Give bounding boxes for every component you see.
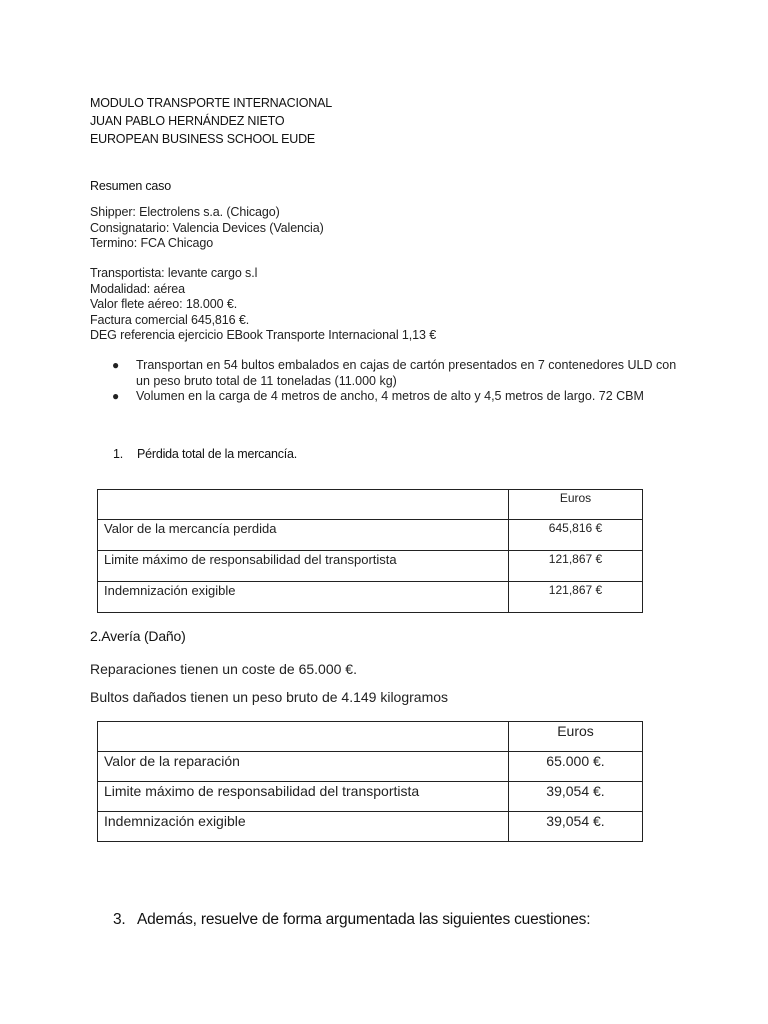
loss-table (97, 489, 643, 613)
damage-table (97, 721, 643, 842)
table-row (98, 551, 643, 582)
table-cell-label: Valor de la mercancía perdida (98, 520, 509, 551)
section3-title: Además, resuelve de forma argumentada las siguientes cuestiones: (137, 911, 591, 928)
section1-number: 1. (113, 447, 124, 461)
list-item (112, 389, 692, 405)
section2-title: 2.Avería (Daño) (90, 628, 186, 644)
summary-title: Resumen caso (90, 179, 171, 193)
table-cell-value: 121,867 € (509, 582, 643, 613)
bullet-text: Transportan en 54 bultos embalados en cajas de cartón presentados en 7 contenedores ULD con un peso bruto total de 11 toneladas (11.000 kg) (136, 358, 677, 388)
table-header-row (98, 722, 643, 752)
table-cell-label: Limite máximo de responsabilidad del transportista (98, 782, 509, 812)
table-cell-value: 121,867 € (509, 551, 643, 582)
section3-number: 3. (113, 911, 126, 928)
summary-deg: DEG referencia ejercicio EBook Transporte Internacional 1,13 € (90, 328, 437, 342)
table-cell-value: 39,054 €. (509, 812, 643, 842)
table-header-row (98, 490, 643, 520)
table-cell-value: 39,054 €. (509, 782, 643, 812)
bullet-icon: ● (112, 358, 120, 372)
header-line-module: MODULO TRANSPORTE INTERNACIONAL (90, 96, 332, 110)
table-cell-label: Limite máximo de responsabilidad del transportista (98, 551, 509, 582)
table-header-empty (98, 722, 509, 752)
table-row (98, 520, 643, 551)
table-header-euros: Euros (509, 490, 643, 520)
header-line-author: JUAN PABLO HERNÁNDEZ NIETO (90, 114, 285, 128)
summary-shipper: Shipper: Electrolens s.a. (Chicago) (90, 205, 280, 219)
table-row (98, 782, 643, 812)
table-row (98, 582, 643, 613)
summary-parties (90, 205, 324, 252)
section1-heading (113, 447, 297, 461)
bullet-text: Volumen en la carga de 4 metros de ancho, 4 metros de alto y 4,5 metros de largo. 72 CBM (136, 389, 644, 403)
table-header-euros: Euros (509, 722, 643, 752)
section2-repair-cost: Reparaciones tienen un coste de 65.000 €. (90, 661, 357, 677)
table-cell-value: 645,816 € (509, 520, 643, 551)
summary-mode: Modalidad: aérea (90, 281, 185, 296)
bullet-icon: ● (112, 389, 120, 403)
table-row (98, 812, 643, 842)
summary-term: Termino: FCA Chicago (90, 236, 214, 250)
section3-heading (113, 911, 590, 929)
summary-consignee: Consignatario: Valencia Devices (Valencia) (90, 220, 324, 235)
header-line-school: EUROPEAN BUSINESS SCHOOL EUDE (90, 132, 316, 146)
summary-freight: Valor flete aéreo: 18.000 €. (90, 297, 238, 311)
table-cell-label: Valor de la reparación (98, 752, 509, 782)
section1-title: Pérdida total de la mercancía. (137, 447, 298, 461)
summary-transport (90, 266, 436, 344)
list-item (112, 358, 692, 389)
table-cell-label: Indemnización exigible (98, 582, 509, 613)
document-header (90, 94, 332, 148)
table-cell-value: 65.000 €. (509, 752, 643, 782)
summary-bullet-list (112, 358, 692, 405)
summary-carrier: Transportista: levante cargo s.l (90, 266, 258, 280)
summary-invoice: Factura comercial 645,816 €. (90, 312, 250, 327)
table-header-empty (98, 490, 509, 520)
table-cell-label: Indemnización exigible (98, 812, 509, 842)
table-row (98, 752, 643, 782)
section2-damaged-weight: Bultos dañados tienen un peso bruto de 4.149 kilogramos (90, 689, 449, 705)
